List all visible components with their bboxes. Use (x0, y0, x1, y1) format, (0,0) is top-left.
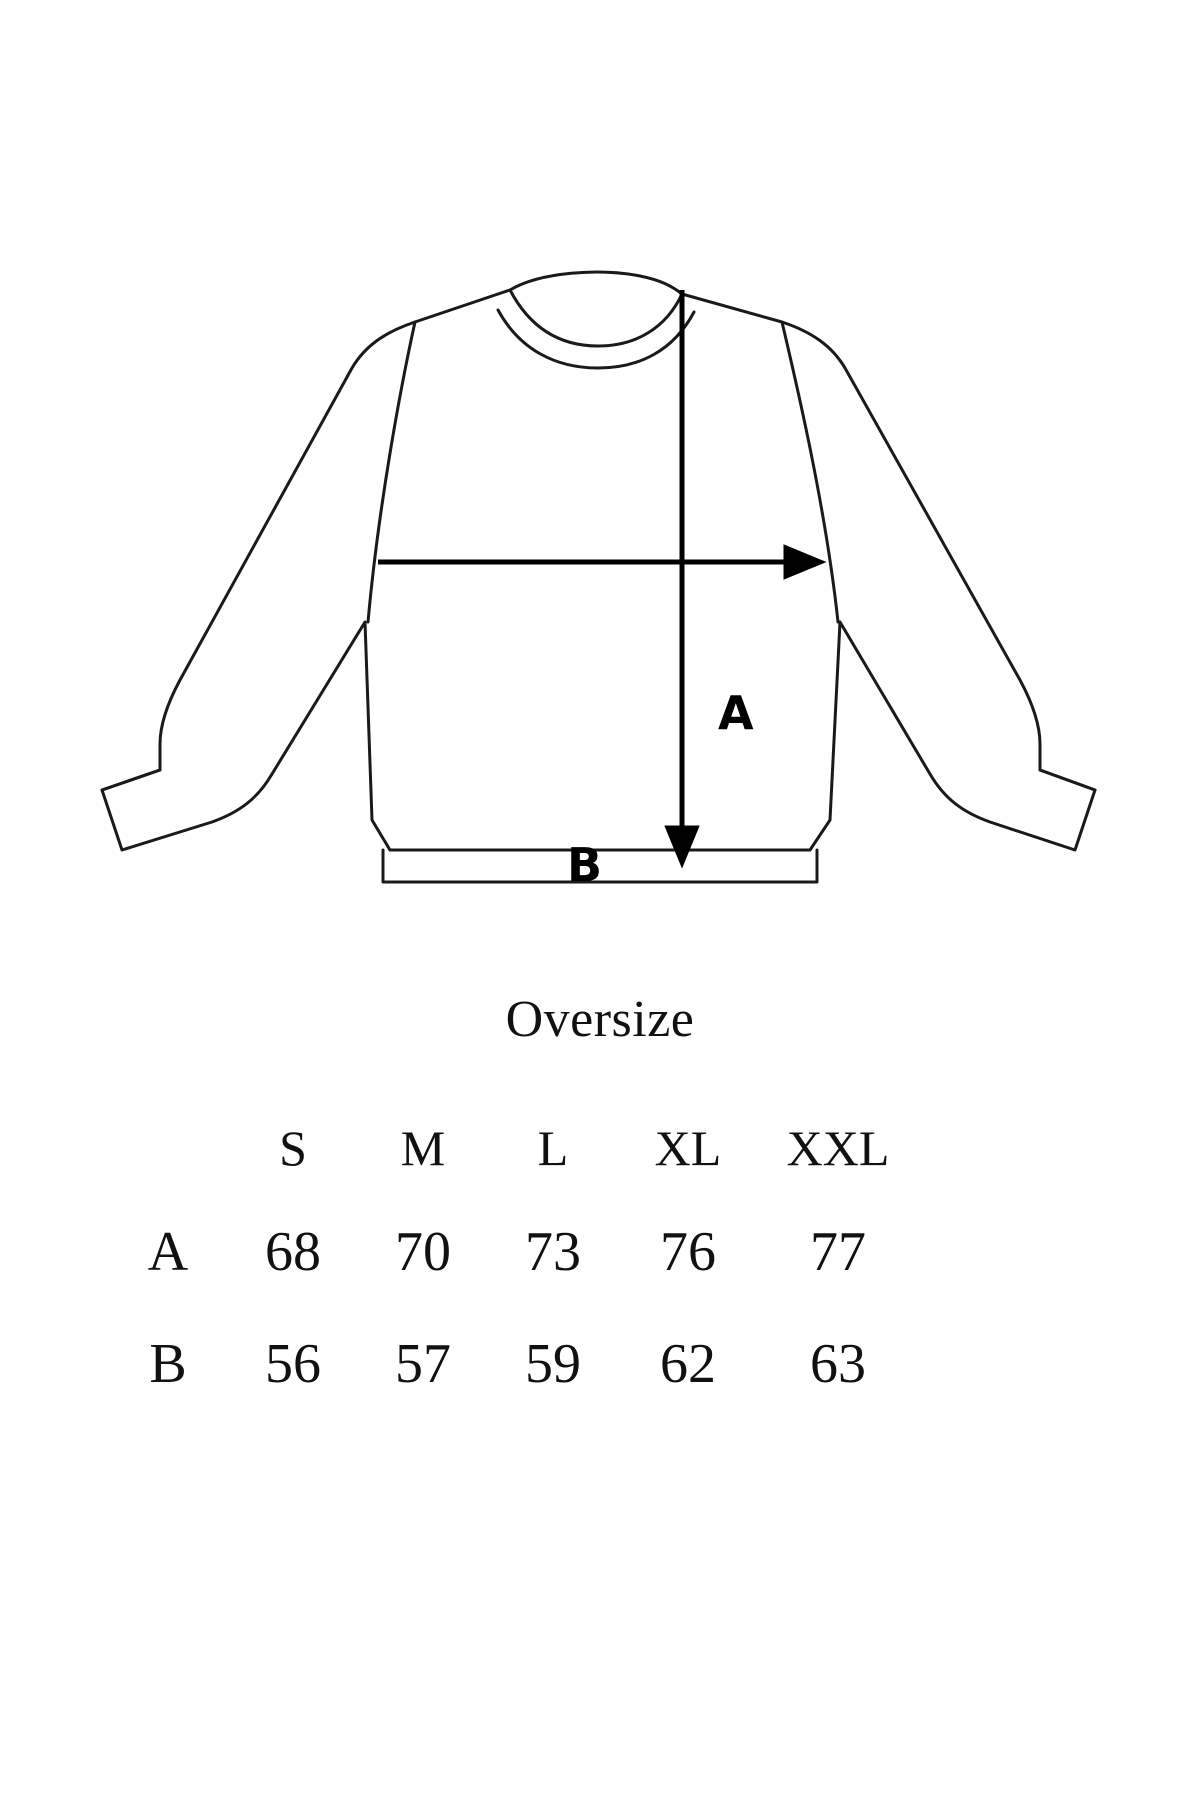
right-shoulder-seam (782, 322, 838, 622)
row-label-a: A (147, 1221, 189, 1283)
row-label-b: B (149, 1333, 187, 1395)
cell-b-s: 56 (265, 1333, 321, 1395)
left-cuff (102, 770, 160, 790)
cell-b-xl: 62 (660, 1333, 716, 1395)
fit-caption: Oversize (505, 991, 695, 1048)
collar-outer (510, 290, 682, 346)
table-corner-cell (108, 1100, 228, 1196)
cell-a-s: 68 (265, 1221, 321, 1283)
table-header-row (108, 1100, 918, 1196)
column-header-m: M (400, 1120, 446, 1176)
cell-b-l: 59 (525, 1333, 581, 1395)
column-header-s: S (279, 1120, 307, 1176)
left-shoulder-seam (368, 322, 415, 622)
table-row (108, 1196, 918, 1308)
cell-b-xxl: 63 (810, 1333, 866, 1395)
cell-a-m: 70 (395, 1221, 451, 1283)
measure-b-arrowhead (786, 548, 820, 576)
measure-b-label: B (567, 838, 603, 892)
right-cuff (1040, 770, 1095, 790)
measurements-table (108, 1100, 918, 1420)
table-row (108, 1308, 918, 1420)
measure-a-arrowhead (668, 828, 696, 862)
column-header-xl: XL (654, 1120, 722, 1176)
measure-a-label: A (718, 686, 755, 740)
cell-a-xxl: 77 (810, 1221, 866, 1283)
column-header-xxl: XXL (786, 1120, 890, 1176)
column-header-l: L (537, 1120, 569, 1176)
cell-a-l: 73 (525, 1221, 581, 1283)
garment-illustration (0, 250, 1200, 890)
cell-b-m: 57 (395, 1333, 451, 1395)
cell-a-xl: 76 (660, 1221, 716, 1283)
